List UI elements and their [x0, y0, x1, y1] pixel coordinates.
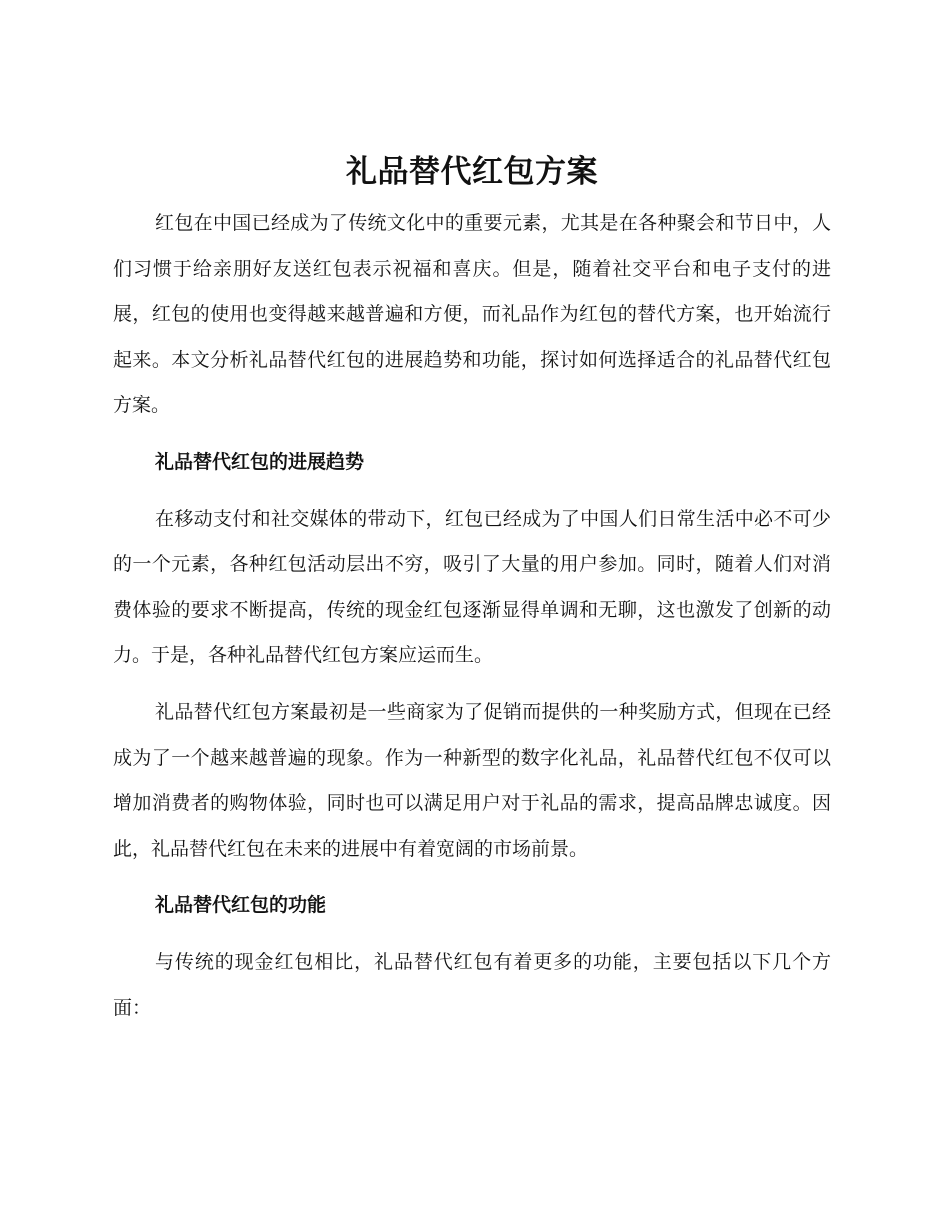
document-title: 礼品替代红包方案: [346, 154, 598, 190]
trend-paragraph-1: 在移动支付和社交媒体的带动下，红包已经成为了中国人们日常生活中必不可少的一个元素，各种红包活动层出不穷，吸引了大量的用户参加。同时，随着人们对消费体验的要求不断提高，传统的现金红包逐渐显得单调和无聊，这也激发了创新的动力。于是，各种礼品替代红包方案应运而生。: [113, 507, 831, 667]
trend-paragraph-2: 礼品替代红包方案最初是一些商家为了促销而提供的一种奖励方式，但现在已经成为了一个越来越普遍的现象。作为一种新型的数字化礼品，礼品替代红包不仅可以增加消费者的购物体验，同时也可以满足用户对于礼品的需求，提高品牌忠诚度。因此，礼品替代红包在未来的进展中有着宽阔的市场前景。: [113, 700, 831, 860]
section-heading-trend: 礼品替代红包的进展趋势: [155, 450, 365, 473]
section-heading-function: 礼品替代红包的功能: [155, 894, 327, 917]
intro-paragraph: 红包在中国已经成为了传统文化中的重要元素，尤其是在各种聚会和节日中，人们习惯于给亲朋好友送红包表示祝福和喜庆。但是，随着社交平台和电子支付的进展，红包的使用也变得越来越普遍和方便，而礼品作为红包的替代方案，也开始流行起来。本文分析礼品替代红包的进展趋势和功能，探讨如何选择适合的礼品替代红包方案。: [113, 212, 831, 417]
document-body: [113, 150, 831, 1031]
function-paragraph-1: 与传统的现金红包相比，礼品替代红包有着更多的功能，主要包括以下几个方面：: [113, 950, 831, 1019]
